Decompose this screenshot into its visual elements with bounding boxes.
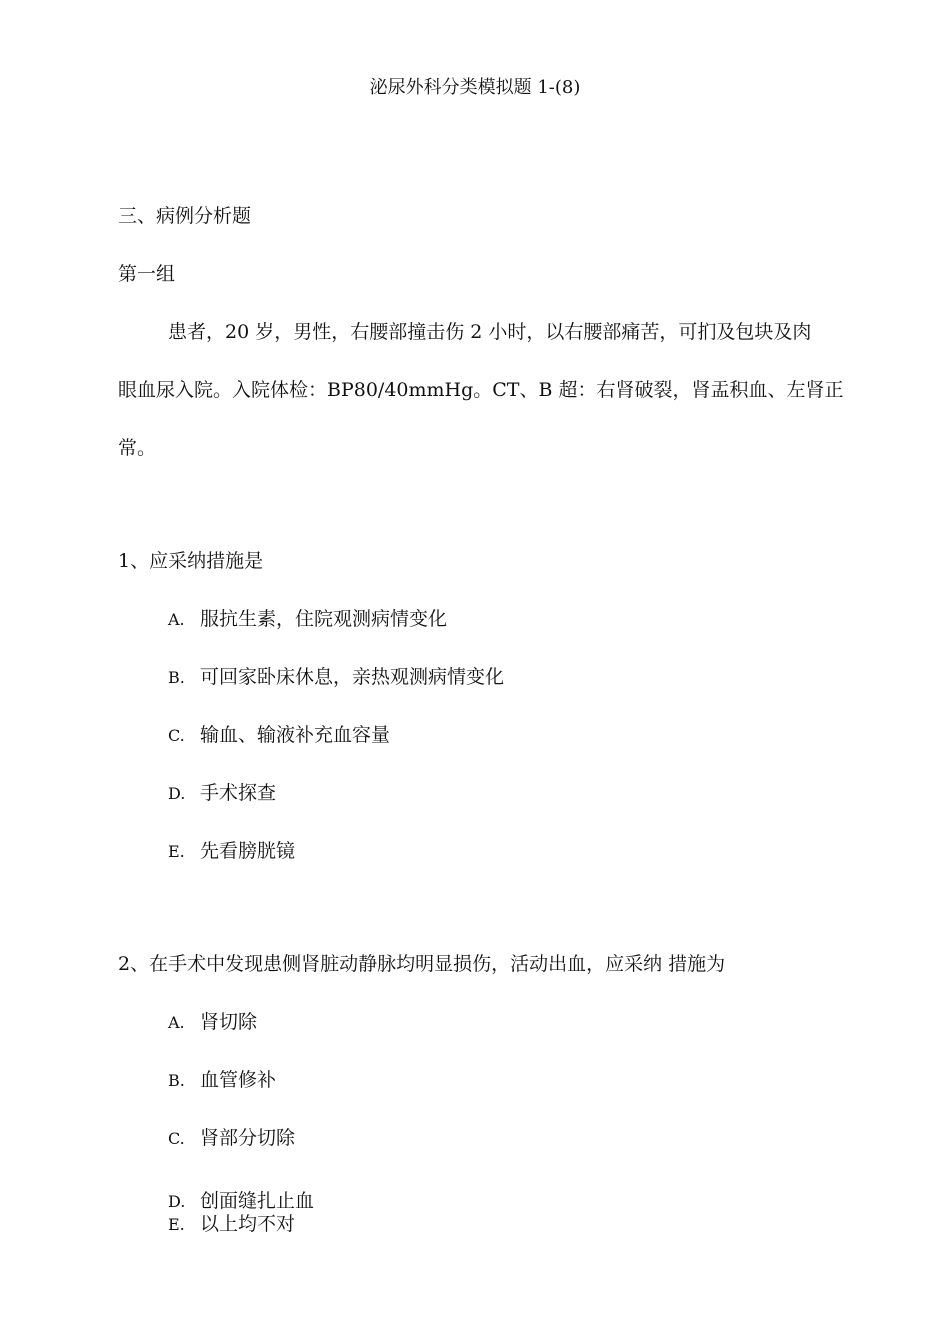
question-2-option-c xyxy=(168,1126,295,1151)
question-2-option-e xyxy=(168,1212,295,1237)
page-title: 泌尿外科分类模拟题 1-(8) xyxy=(369,77,581,98)
question-1-option-d xyxy=(168,781,276,806)
option-text: 血管修补 xyxy=(200,1069,277,1091)
option-letter: A. xyxy=(168,1013,185,1032)
case-text-line-1: 患者，20 岁，男性，右腰部撞击伤 2 小时，以右腰部痛苦，可扪及包块及肉 xyxy=(168,321,812,343)
question-1-stem: 1、应采纳措施是 xyxy=(118,550,264,572)
option-text: 肾部分切除 xyxy=(200,1127,296,1149)
question-1-option-e xyxy=(168,839,295,864)
question-1-option-b xyxy=(168,665,504,690)
question-2-option-b xyxy=(168,1068,276,1093)
case-text-line-3: 常。 xyxy=(118,437,157,459)
option-text: 手术探查 xyxy=(200,782,277,804)
option-letter: C. xyxy=(168,726,185,745)
group-heading: 第一组 xyxy=(118,263,176,285)
question-1-option-a xyxy=(168,607,447,632)
option-text: 可回家卧床休息，亲热观测病情变化 xyxy=(200,666,505,688)
option-letter: D. xyxy=(168,784,186,803)
option-text: 先看膀胱镜 xyxy=(200,840,296,862)
option-letter: B. xyxy=(168,668,185,687)
option-text: 输血、输液补充血容量 xyxy=(200,724,391,746)
option-letter: D. xyxy=(168,1192,186,1211)
question-2-stem: 2、在手术中发现患侧肾脏动静脉均明显损伤，活动出血，应采纳 措施为 xyxy=(118,953,726,975)
option-letter: A. xyxy=(168,610,185,629)
option-text: 服抗生素，住院观测病情变化 xyxy=(200,608,448,630)
question-1-option-c xyxy=(168,723,390,748)
option-text: 创面缝扎止血 xyxy=(200,1190,315,1212)
option-text: 以上均不对 xyxy=(200,1213,296,1235)
option-letter: B. xyxy=(168,1071,185,1090)
option-letter: C. xyxy=(168,1129,185,1148)
option-text: 肾切除 xyxy=(200,1011,258,1033)
section-heading: 三、病例分析题 xyxy=(118,205,252,227)
option-letter: E. xyxy=(168,1215,185,1234)
question-2-option-d xyxy=(168,1189,314,1214)
option-letter: E. xyxy=(168,842,185,861)
case-text-line-2: 眼血尿入院。入院体检：BP80/40mmHg。CT、B 超：右肾破裂，肾盂积血、左肾正 xyxy=(118,379,844,401)
question-2-option-a xyxy=(168,1010,257,1035)
